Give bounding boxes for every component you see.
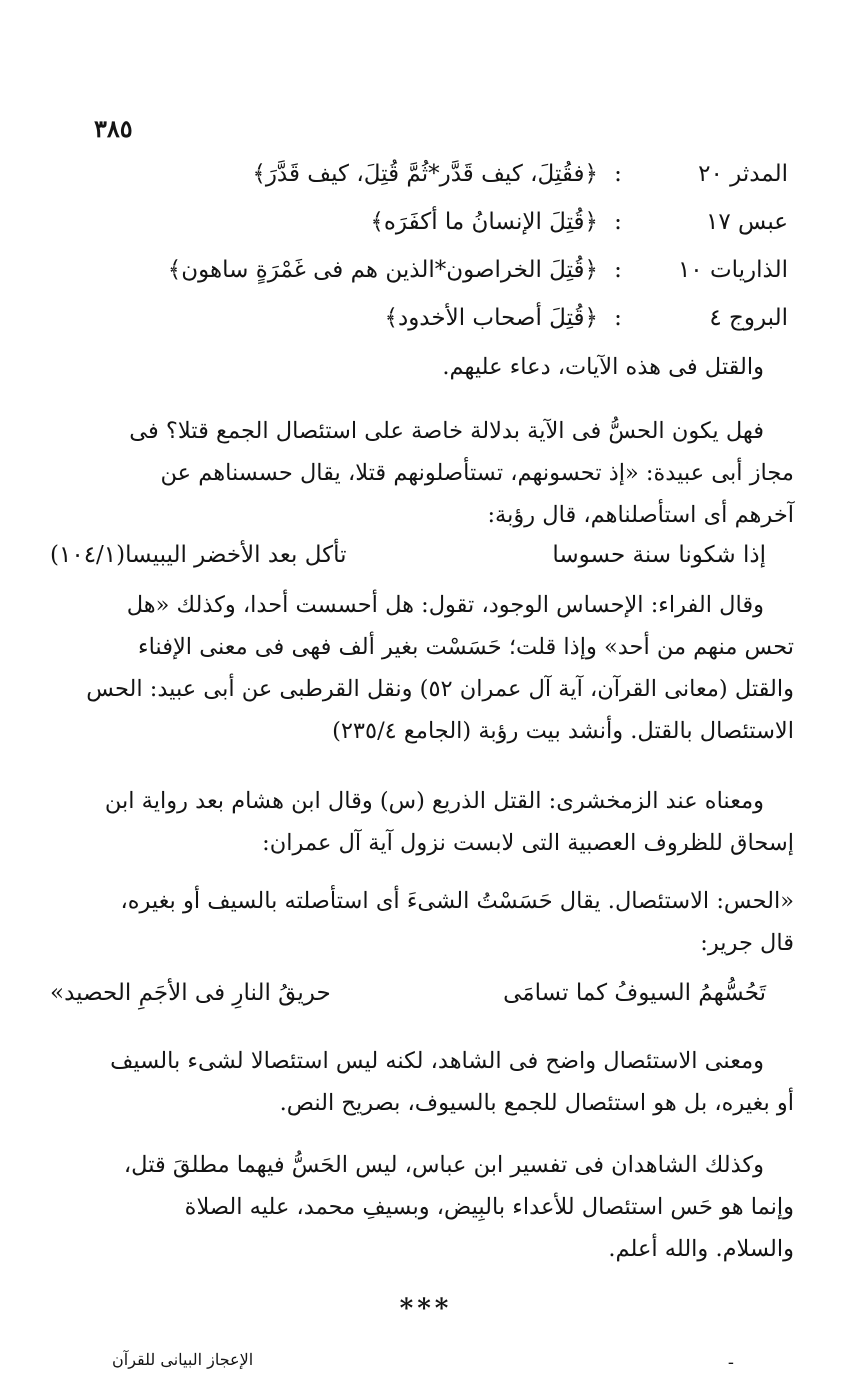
paragraph-zamakhshari: [50, 780, 794, 864]
verse-text: ﴿قُتِلَ الخراصون*الذين هم فى غَمْرَةٍ ساهون﴾: [167, 257, 598, 283]
text-line: «الحس: الاستئصال. يقال حَسَسْتُ الشىءَ أى استأصلته بالسيف أو بغيره،: [120, 888, 794, 914]
page-number: ٣٨٥: [94, 114, 133, 143]
poem-first-hemistich: إذا شكونا سنة حسوسا: [552, 542, 766, 568]
text-line: مجاز أبى عبيدة: «إذ تحسونهم، تستأصلونهم قتلا، يقال حسسناهم عن: [160, 460, 794, 486]
text-line: ومعنى الاستئصال واضح فى الشاهد، لكنه ليس استئصالا لشىء بالسيف: [110, 1048, 764, 1074]
verse-colon: :: [614, 257, 622, 283]
poem-first-hemistich: تَحُسُّهمُ السيوفُ كما تسامَى: [503, 980, 766, 1006]
verse-colon: :: [614, 209, 622, 235]
poem-verse: [50, 980, 794, 1020]
text-line: الاستئصال بالقتل. وأنشد بيت رؤبة (الجامع ٢٣٥/٤): [332, 718, 794, 744]
text-line: فهل يكون الحسُّ فى الآية بدلالة خاصة على استئصال الجمع قتلا؟ فى: [129, 418, 764, 444]
verse-list: [88, 150, 788, 342]
paragraph-conclusion: [50, 346, 794, 388]
verse-text: ﴿فقُتِلَ، كيف قَدَّر*ثُمَّ قُتِلَ، كيف قَدَّرَ﴾: [252, 161, 598, 187]
verse-text: ﴿قُتِلَ الإنسانُ ما أكفَرَه﴾: [370, 209, 598, 235]
text-line: تحس منهم من أحد» وإذا قلت؛ حَسَسْت بغير ألف فهى فى معنى الإفناء: [137, 634, 794, 660]
text-line: وإنما هو حَس استئصال للأعداء بالبِيض، وبسيفِ محمد، عليه الصلاة: [184, 1194, 794, 1220]
text-line: أو بغيره، بل هو استئصال للجمع بالسيوف، بصريح النص.: [279, 1090, 794, 1116]
verse-reference: الذاريات ١٠: [677, 257, 788, 283]
verse-row: [88, 294, 788, 342]
footer-mark: -: [727, 1352, 734, 1373]
text-line: والقتل (معانى القرآن، آية آل عمران ٥٢) ونقل القرطبى عن أبى عبيد: الحس: [86, 676, 794, 702]
verse-row: [88, 246, 788, 294]
paragraph-quote: [50, 880, 794, 964]
text-line: والقتل فى هذه الآيات، دعاء عليهم.: [442, 354, 764, 380]
paragraph-farra: [50, 584, 794, 752]
paragraph-ibn-abbas: [50, 1144, 794, 1270]
text-line: ومعناه عند الزمخشرى: القتل الذريع (س) وقال ابن هشام بعد رواية ابن: [104, 788, 764, 814]
verse-row: [88, 150, 788, 198]
verse-row: [88, 198, 788, 246]
verse-reference: عبس ١٧: [705, 209, 788, 235]
running-footer: الإعجاز البيانى للقرآن: [112, 1350, 254, 1369]
verse-colon: :: [614, 161, 622, 187]
verse-reference: البروج ٤: [709, 305, 788, 331]
poem-second-hemistich: تأكل بعد الأخضر اليبيسا(١٠٤/١): [50, 542, 347, 568]
section-separator: ***: [399, 1294, 453, 1324]
poem-second-hemistich: حريقُ النارِ فى الأجَمِ الحصيد»: [50, 980, 331, 1006]
paragraph-question: [50, 410, 794, 536]
text-line: وكذلك الشاهدان فى تفسير ابن عباس، ليس الحَسُّ فيهما مطلقَ قتل،: [123, 1152, 764, 1178]
verse-text: ﴿قُتِلَ أصحاب الأخدود﴾: [384, 305, 598, 331]
verse-reference: المدثر ٢٠: [698, 161, 788, 187]
verse-colon: :: [614, 305, 622, 331]
text-line: إسحاق للظروف العصبية التى لابست نزول آية آل عمران:: [262, 830, 794, 856]
text-line: والسلام. والله أعلم.: [608, 1236, 794, 1262]
poem-verse: [50, 542, 794, 582]
text-line: آخرهم أى استأصلناهم، قال رؤبة:: [487, 502, 794, 528]
paragraph-meaning: [50, 1040, 794, 1124]
text-line: قال جرير:: [700, 930, 794, 956]
text-line: وقال الفراء: الإحساس الوجود، تقول: هل أحسست أحدا، وكذلك «هل: [126, 592, 764, 618]
